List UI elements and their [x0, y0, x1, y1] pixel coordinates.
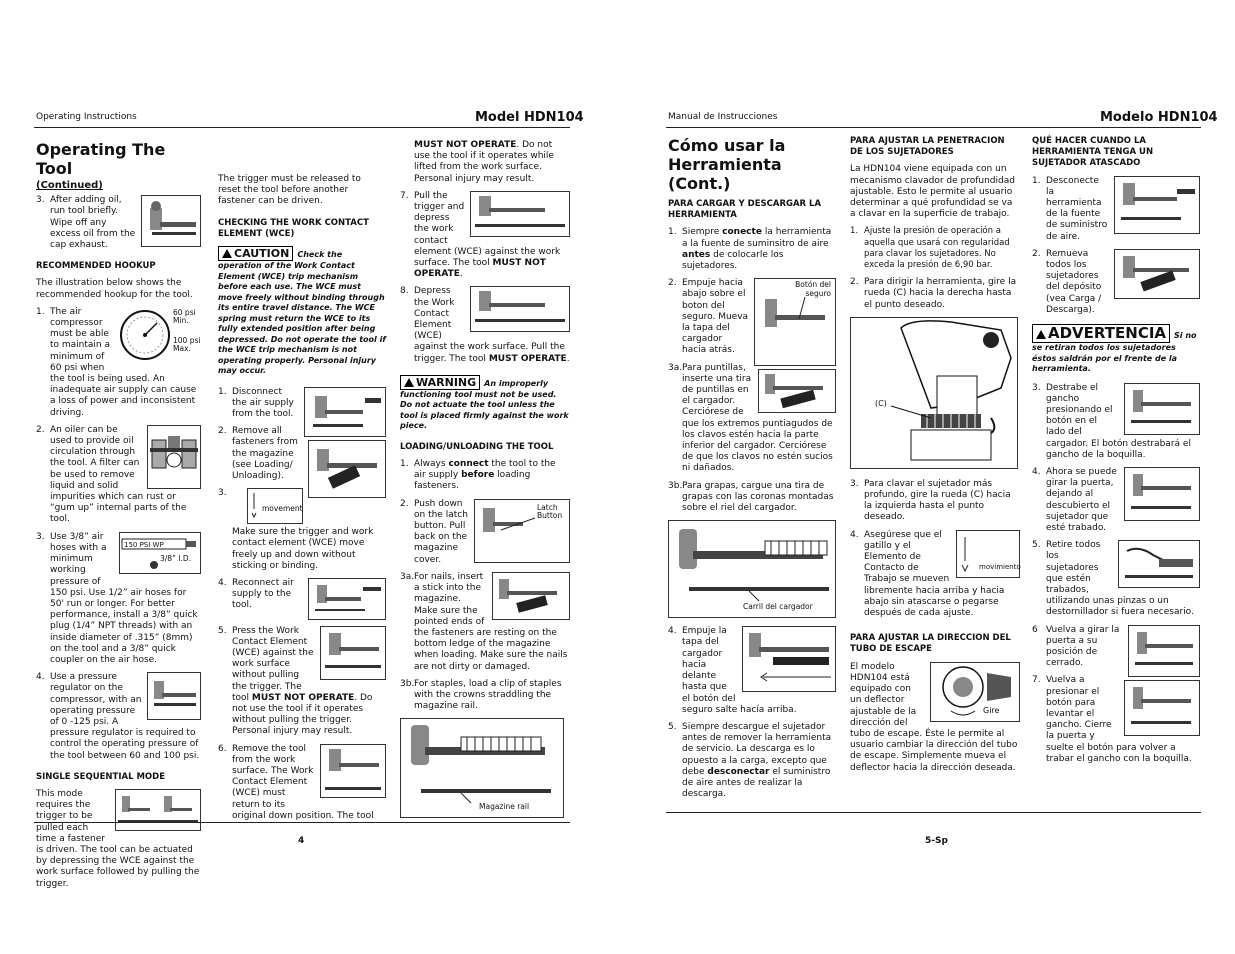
- loading-heading: LOADING/UNLOADING THE TOOL: [400, 441, 554, 452]
- page-number-left: 4: [298, 836, 305, 846]
- puntillas-figure: [758, 369, 836, 413]
- boton-label: Botón del seguro: [795, 280, 831, 298]
- column-2: [218, 140, 386, 828]
- nail-gun-icon: [1115, 177, 1199, 233]
- nail-gun-icon: [493, 573, 569, 619]
- warning-note: WARNING An improperly functioning tool must not be used. Do not actuate the tool unless the tool is placed firmly against the work piece.: [400, 375, 569, 431]
- column-1-right: [668, 136, 836, 806]
- pinzas-figure: [1118, 540, 1200, 588]
- page-title: Operating The Tool: [36, 140, 166, 178]
- list-item: 4. Use a pressure regulator on the compressor, with an operating pressure of 0 -125 psi. A pressure regulator is required to control the operating pressure of the tool between 60 and 100 psi.: [36, 672, 200, 761]
- air-hose-icon: [120, 533, 200, 573]
- depress-wce-figure: [470, 286, 570, 332]
- jam-heading: QUÉ HACER CUANDO LA HERRAMIENTA TENGA UN SUJETADOR ATASCADO: [1032, 136, 1154, 169]
- depth-adjust-wheel-icon: [851, 318, 1017, 468]
- nail-gun-icon: [759, 370, 835, 412]
- nail-gun-icon: [309, 579, 385, 619]
- nail-gun-icon: [1125, 681, 1199, 735]
- single-mode-text: This mode requires the trigger to be pulled each time a fastener is driven. The tool can be actuated by depressing the WCE against the work surface followed by pulling the trigger.: [36, 788, 200, 889]
- list-item: 4. Reconnect air supply to the tool.: [218, 578, 386, 612]
- press-wce-figure: [320, 626, 386, 680]
- empuje-figure: [742, 626, 836, 692]
- gire-label: Gire: [983, 705, 1000, 715]
- latch-label: Latch Button: [537, 502, 563, 521]
- nail-gun-icon: [1125, 384, 1199, 434]
- list-item: 1. Disconnect the air supply from the tool.: [218, 387, 386, 421]
- caution-badge: CAUTION: [218, 246, 293, 261]
- list-item: 1. Always connect the tool to the air supply before loading fasteners.: [400, 459, 556, 492]
- model-left: Model HDN104: [475, 110, 584, 125]
- movimiento-figure: [956, 530, 1020, 578]
- insert-stick-figure: [492, 572, 570, 620]
- warning-badge: WARNING: [400, 375, 480, 390]
- list-item: 6. Remove the tool from the work surface. The Work Contact Element (WCE) must return to its original down position. The tool: [218, 744, 386, 822]
- movement-figure: [247, 488, 303, 524]
- list-item: 5. Siempre descargue el sujetador antes de remover la herramienta de servicio. La descarga es lo opuesto a la carga, excepto que debe desconectar el suministro de aire antes de realizar la descarga.: [668, 721, 832, 800]
- carril-label: Carril del cargador: [743, 602, 813, 612]
- header-left: Operating Instructions: [36, 112, 137, 122]
- list-item: 2. Remove all fasteners from the magazine (see Loading/ Unloading).: [218, 426, 386, 482]
- latch-figure: [474, 499, 570, 563]
- carril-figure: [668, 520, 836, 618]
- reconnect-figure: [308, 578, 386, 620]
- column-1: [36, 140, 201, 890]
- nail-gun-icon: [1115, 250, 1199, 298]
- movement-label: movement: [262, 504, 303, 514]
- recommended-intro: The illustration below shows the recommended hookup for the tool.: [36, 278, 193, 300]
- dir-heading: PARA AJUSTAR LA DIRECCION DEL TUBO DE ESCAPE: [850, 633, 1011, 655]
- nail-gun-icon: [743, 627, 835, 691]
- nail-gun-icon: [471, 287, 569, 331]
- list-item: 3. Para clavar el sujetador más profundo, gire la rueda (C) hacia la izquierda hasta el punto deseado.: [850, 478, 1011, 523]
- list-item: 2. Remueva todos los sujetadores del depósito (vea Carga / Descarga).: [1032, 249, 1200, 316]
- list-item: 3. 150 PSI WP 3/8” I.D. Use 3/8” air hoses with a minimum working pressure of 150 psi. Use 1/2” air hoses for 50' run or longer. For better performance, install a 3/8” quick plug (1/4” NPT threads) with an inside diameter of .315” (8mm) on the tool and a 3/8” quick coupler on the air hose.: [36, 532, 201, 666]
- nail-gun-icon: [471, 192, 569, 236]
- list-item: 2. Botón del seguro Empuje hacia abajo sobre el boton del seguro. Mueva la tapa del cargador hacia atrás.: [668, 278, 836, 356]
- page-title-right: Cómo usar la Herramienta (Cont.): [668, 136, 786, 193]
- destrabe-figure: [1124, 383, 1200, 435]
- list-item: 4. Empuje la tapa del cargador hacia delante hasta que el botón del seguro salte hacía arriba.: [668, 626, 836, 716]
- hose-pressure-label: 150 PSI WP: [124, 540, 164, 549]
- footer-rule: [34, 822, 570, 823]
- oiler-filter-figure: [147, 425, 201, 489]
- list-item: 5. Press the Work Contact Element (WCE) against the work surface without pulling the trigger. The tool MUST NOT OPERATE. Do not use the tool if it operates without pulling the trigger. Personal injury may result.: [218, 626, 386, 738]
- regulator-figure: [147, 672, 201, 720]
- single-mode-heading: SINGLE SEQUENTIAL MODE: [36, 771, 165, 782]
- movimiento-label: movimiento: [979, 562, 1021, 571]
- nail-gun-icon: [1129, 626, 1199, 676]
- page-left: [0, 0, 600, 954]
- caution-note: CAUTION Check the operation of the Work Contact Element (WCE) trip mechanism before each use. The WCE must move freely without binding through its entire travel distance. The WCE spring must return the WCE to its fully extended position after being depressed. Do not operate the tool if the WCE trip mechanism is not operating properly. Personal injury may occur.: [218, 247, 386, 376]
- list-item: 3b. For staples, load a clip of staples with the crowns straddling the magazine rail.: [400, 678, 562, 712]
- list-item: 1. Desconecte la herramienta de la fuente de suministro de aire.: [1032, 176, 1200, 243]
- list-item: 4. movimiento Asegúrese que el gatillo y el Elemento de Contacto de Trabajo se mueven libremente hacia arriba y hacia abajo sin atascarse o pegarse después de cada ajuste.: [850, 529, 1021, 619]
- nail-gun-icon: [321, 627, 385, 679]
- exhaust-figure: [930, 662, 1020, 722]
- list-item: 3a. For nails, insert a stick into the magazine. Make sure the pointed ends of the fasteners are resting on the bottom ledge of the magazine when loading. Make sure the nails are not dirty or damaged.: [400, 572, 570, 673]
- list-item: 8. Depress the Work Contact Element (WCE) against the work surface. Pull the trigger. The tool MUST OPERATE.: [400, 286, 570, 364]
- gauge-figure: [117, 307, 201, 363]
- dir-text: Gire El modelo HDN104 está equipado con un deflector ajustable de la dirección del tubo de escape. Éste le permite al usuario cambiar la dirección del tubo de escape. Simplemente mueva el deflector hacia la dirección deseada.: [850, 662, 1020, 774]
- girar-puerta-figure: [1124, 467, 1200, 521]
- advertencia-badge: ADVERTENCIA: [1032, 324, 1170, 343]
- remueva-figure: [1114, 249, 1200, 299]
- list-item: 6 Vuelva a girar la puerta a su posición de cerrado.: [1032, 625, 1200, 670]
- list-item: 1. Ajuste la presión de operación a aquella que usará con regularidad para clavar los sujetadores. No exceda la presión de 6,90 bar.: [850, 226, 1010, 271]
- pliers-icon: [1119, 541, 1199, 587]
- nail-gun-pair-icon: [116, 790, 200, 830]
- list-item: 2. Para dirigir la herramienta, gire la rueda (C) hacia la derecha hasta el punto deseado.: [850, 277, 1017, 310]
- model-right: Modelo HDN104: [1100, 110, 1218, 125]
- column-3: [400, 140, 570, 818]
- list-item: 2. Latch Button Push down on the latch button. Pull back on the magazine cover.: [400, 499, 570, 566]
- recommended-heading: RECOMMENDED HOOKUP: [36, 261, 156, 272]
- presionar-figure: [1124, 680, 1200, 736]
- list-item: 3b. Para grapas, cargue una tira de grapas con las coronas montadas sobre el riel del cargador.: [668, 480, 834, 514]
- exhaust-deflector-icon: [931, 663, 1019, 721]
- list-item: 1. 60 psi Min. 100 psi Max. The air compressor must be able to maintain a minimum of 60 psi when the tool is being used. An inadequate air supply can cause a loss of power and inconsistent driving.: [36, 306, 201, 418]
- sequential-figure: [115, 789, 201, 831]
- list-item: 3. movement Make sure the trigger and work contact element (WCE) move freely up and down without sticking or binding.: [218, 488, 374, 571]
- page-right: [630, 0, 1235, 954]
- gauge-min-label: 60 psi Min.: [173, 307, 196, 326]
- filter-regulator-icon: [148, 426, 200, 488]
- list-item: 7. Vuelva a presionar el botón para levantar el gancho. Cierre la puerta y suelte el botón para volver a trabar el gancho con la boquilla.: [1032, 675, 1200, 765]
- column-3-right: [1032, 136, 1200, 771]
- list-item: 4. Ahora se puede girar la puerta, dejando al descubierto el sujetador que esté trabado.: [1032, 467, 1200, 534]
- gauge-max-label: 100 psi Max.: [173, 335, 201, 354]
- pull-trigger-figure: [470, 191, 570, 237]
- list-item: 3. Destrabe el gancho presionando el botón en el lado del cargador. El botón destrabará el gancho de la boquilla.: [1032, 383, 1200, 461]
- depth-wheel-figure: [850, 317, 1018, 469]
- nail-gun-icon: [148, 673, 200, 719]
- column-2-right: [850, 136, 1020, 774]
- load-heading-sp: PARA CARGAR Y DESCARGAR LA HERRAMIENTA: [668, 199, 822, 221]
- list-item: 5. Retire todos los sujetadores que estén trabados, utilizando unas pinzas o un destornillador si fuera necesario.: [1032, 540, 1200, 618]
- magazine-label: Magazine rail: [479, 802, 530, 812]
- footer-rule-right: [666, 812, 1201, 813]
- header-rule: [34, 127, 570, 128]
- cerrado-figure: [1128, 625, 1200, 677]
- page-number-right: 5-Sp: [925, 836, 948, 846]
- header-rule-right: [666, 127, 1201, 128]
- nail-gun-icon: [321, 745, 385, 797]
- nail-gun-icon: [1125, 468, 1199, 520]
- oil-tool-figure: [141, 195, 201, 247]
- subtitle: (Continued): [36, 180, 103, 191]
- nail-gun-icon: [142, 196, 200, 246]
- hose-diameter-label: 3/8” I.D.: [160, 553, 192, 563]
- pen-heading: PARA AJUSTAR LA PENETRACION DE LOS SUJETADORES: [850, 136, 1005, 158]
- list-item: 3a. Para puntillas, inserte una tira de puntillas en el cargador. Cerciórese de que los extremos puntiagudos de los clavos estén hacia la parte inferior del cargador. Cerciórese de que los clavos no estén sucios ni dañados.: [668, 363, 836, 475]
- advertencia-note: ADVERTENCIA Si no se retiran todos los sujetadores éstos saldrán por el frente de la herramienta.: [1032, 324, 1197, 374]
- desconecte-figure: [1114, 176, 1200, 234]
- list-item: 1. Siempre conecte la herramienta a la fuente de suminsitro de aire antes de colocarle los sujetadores.: [668, 227, 832, 272]
- check6-continued: MUST NOT OPERATE. Do not use the tool if it operates while lifted from the work surface. Personal injury may result.: [414, 140, 554, 184]
- list-item: 3. After adding oil, run tool briefly. Wipe off any excess oil from the cap exhaust.: [36, 195, 201, 251]
- checking-heading: CHECKING THE WORK CONTACT ELEMENT (WCE): [218, 217, 369, 239]
- c-label: (C): [875, 398, 887, 408]
- hose-figure: [119, 532, 201, 574]
- magazine-figure: [400, 718, 564, 818]
- trigger-release-text: The trigger must be released to reset the tool before another fastener can be driven.: [218, 174, 361, 207]
- remove-tool-figure: [320, 744, 386, 798]
- list-item: 2. An oiler can be used to provide oil circulation through the tool. A filter can be used to remove liquid and solid impurities which can rust or “gum up” internal parts of the tool.: [36, 425, 201, 526]
- boton-figure: [754, 278, 836, 366]
- pen-intro: La HDN104 viene equipada con un mecanismo clavador de profundidad ajustable. Esto le permite al usuario determinar a qué profundidad se va a clavar en la superficie de trabajo.: [850, 164, 1015, 220]
- header-right: Manual de Instrucciones: [668, 112, 778, 122]
- list-item: 7. Pull the trigger and depress the work contact element (WCE) against the work surface. The tool MUST NOT OPERATE.: [400, 191, 570, 281]
